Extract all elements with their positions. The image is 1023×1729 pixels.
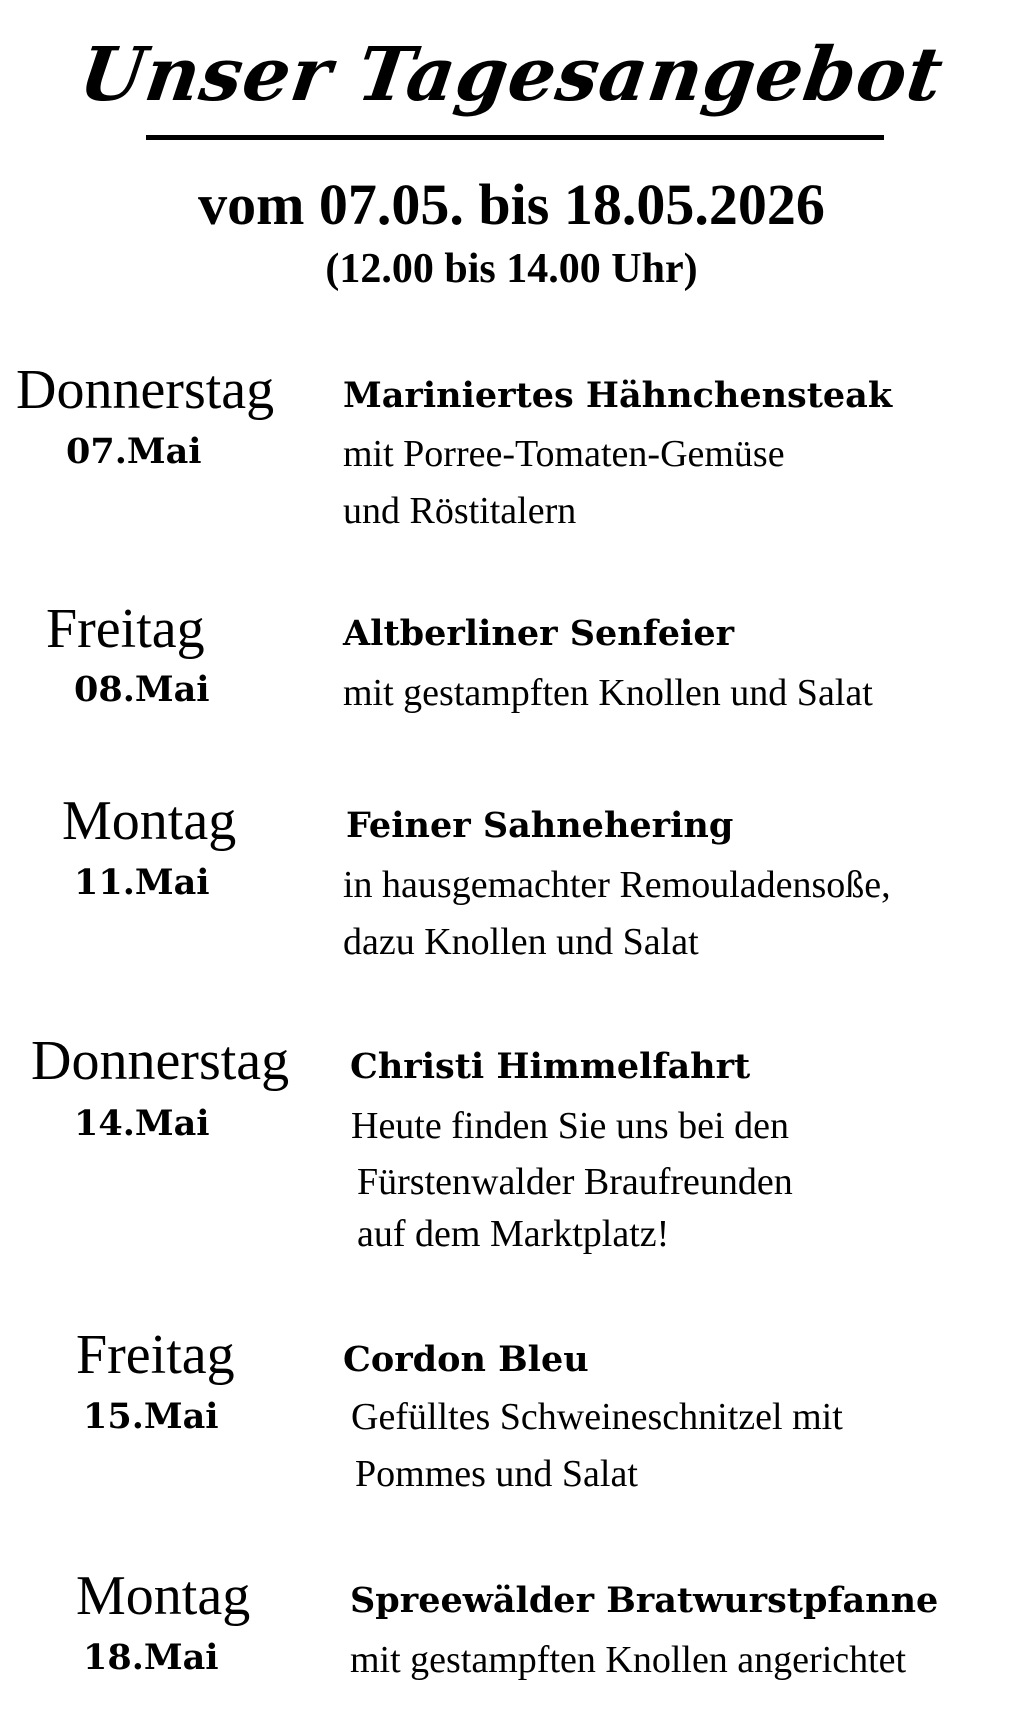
day-date: 08.Mai: [74, 669, 210, 710]
day-date: 15.Mai: [83, 1396, 219, 1437]
page-title: Unser Tagesangebot: [74, 32, 949, 118]
dish-name: Feiner Sahnehering: [346, 805, 734, 846]
dish-description: auf dem Marktplatz!: [357, 1213, 670, 1255]
offer-period: vom 07.05. bis 18.05.2026: [198, 172, 825, 237]
dish-description: mit gestampften Knollen und Salat: [343, 672, 873, 714]
dish-description: und Röstitalern: [343, 490, 577, 532]
dish-name: Christi Himmelfahrt: [350, 1046, 751, 1087]
day-date: 11.Mai: [74, 862, 210, 903]
day-date: 14.Mai: [74, 1103, 210, 1144]
dish-description: Fürstenwalder Braufreunden: [357, 1161, 793, 1203]
dish-description: mit Porree-Tomaten-Gemüse: [343, 433, 785, 475]
dish-description: in hausgemachter Remouladensoße,: [343, 864, 891, 906]
day-date: 07.Mai: [66, 431, 202, 472]
serving-hours: (12.00 bis 14.00 Uhr): [325, 246, 698, 292]
day-name: Donnerstag: [31, 1030, 290, 1092]
day-name: Montag: [76, 1565, 251, 1627]
dish-name: Spreewälder Bratwurstpfanne: [350, 1580, 939, 1621]
dish-description: Pommes und Salat: [355, 1453, 638, 1495]
dish-name: Cordon Bleu: [343, 1339, 589, 1380]
dish-description: mit gestampften Knollen angerichtet: [350, 1639, 907, 1681]
dish-description: Gefülltes Schweineschnitzel mit: [351, 1396, 843, 1438]
day-date: 18.Mai: [83, 1637, 219, 1678]
title-underline: [146, 135, 884, 140]
day-name: Freitag: [76, 1324, 235, 1386]
dish-name: Mariniertes Hähnchensteak: [343, 375, 893, 416]
day-name: Donnerstag: [16, 359, 275, 421]
dish-name: Altberliner Senfeier: [343, 613, 735, 654]
day-name: Montag: [62, 790, 237, 852]
dish-description: Heute finden Sie uns bei den: [351, 1105, 789, 1147]
dish-description: dazu Knollen und Salat: [343, 921, 699, 963]
day-name: Freitag: [46, 598, 205, 660]
